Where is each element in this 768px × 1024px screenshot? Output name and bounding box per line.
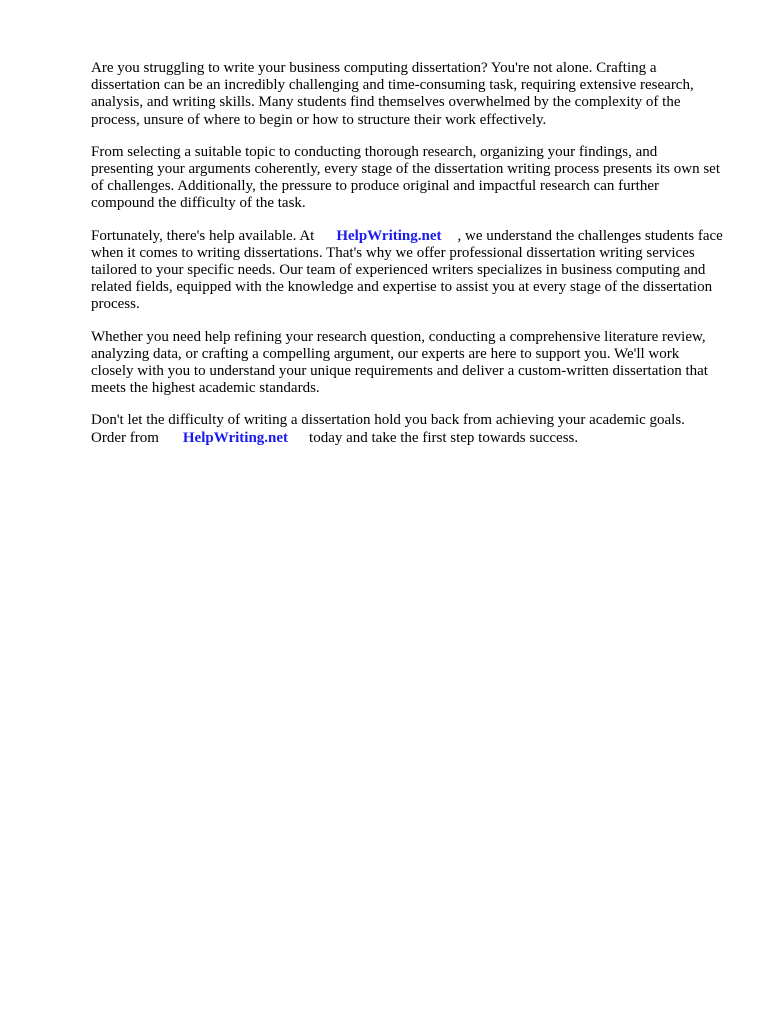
help-text-after: , we understand the challenges students face when it comes to writing dissertations. That's why we offer professional dissertation writing services tailored to your specific needs. Our team of experienced writers specializes in business computing and related fields, equipped with the knowledge and expertise to assist you at every stage of the dissertation process. bbox=[91, 227, 723, 313]
paragraph-challenges: From selecting a suitable topic to conducting thorough research, organizing your findings, and presenting your arguments coherently, every stage of the dissertation writing process presents its own set of challenges. Additionally, the pressure to produce original and impactful research can further compound the difficulty of the task. bbox=[91, 143, 721, 212]
order-text-after: today and take the first step towards success. bbox=[309, 429, 579, 446]
document-page bbox=[91, 60, 723, 462]
paragraph-intro: Are you struggling to write your business computing dissertation? You're not alone. Crafting a dissertation can be an incredibly challenging and time-consuming task, requiring extensive research, analysis, and writing skills. Many students find themselves overwhelmed by the complexity of the process, unsure of where to begin or how to structure their work effectively. bbox=[91, 60, 694, 128]
order-text-before: Don't let the difficulty of writing a dissertation hold you back from achieving your academic goals. Order from bbox=[91, 412, 685, 446]
helpwriting-order-link[interactable]: HelpWriting.net bbox=[182, 429, 289, 446]
paragraph-support: Whether you need help refining your research question, conducting a comprehensive literature review, analyzing data, or crafting a compelling argument, our experts are here to support you. We'll work closely with you to understand your unique requirements and deliver a custom-written dissertation that meets the highest academic standards. bbox=[91, 328, 708, 397]
paragraph-order bbox=[91, 412, 723, 446]
helpwriting-link[interactable]: HelpWriting.net bbox=[336, 227, 442, 244]
paragraph-help bbox=[91, 228, 723, 314]
help-text-before: Fortunately, there's help available. At bbox=[91, 227, 315, 244]
